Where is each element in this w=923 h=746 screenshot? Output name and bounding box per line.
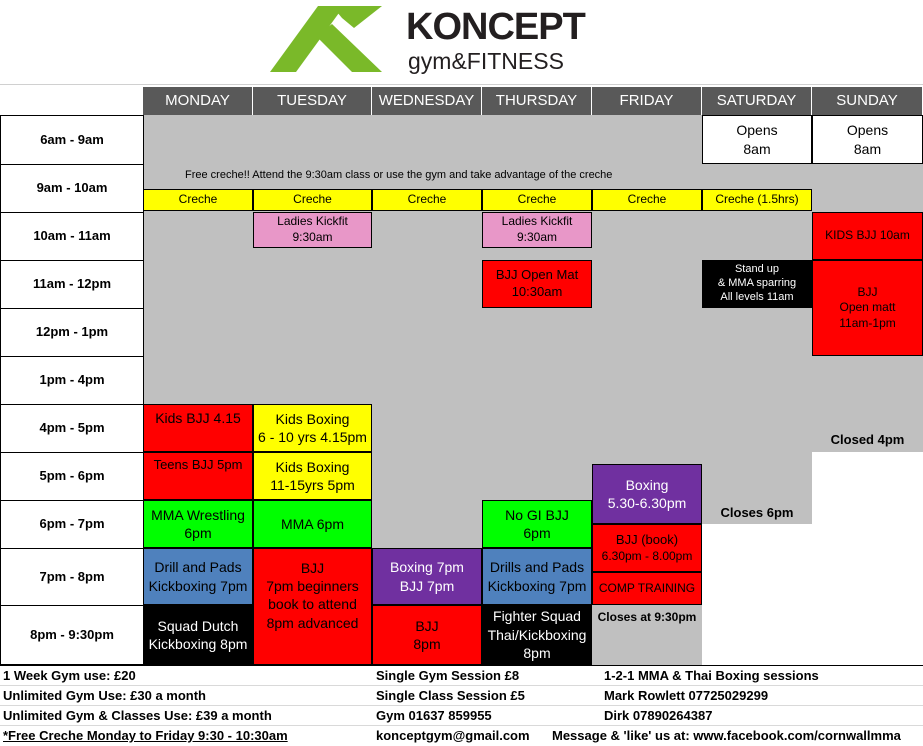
brand-tagline: gym&FITNESS xyxy=(408,48,564,74)
creche-notice: Free creche!! Attend the 9:30am class or use the gym and take advantage of the creche xyxy=(185,169,613,181)
teens-bjj-monday: Teens BJJ 5pm xyxy=(143,452,253,500)
session-line: Thai/Kickboxing xyxy=(487,626,587,643)
session-line f12: 6.30pm - 8.00pm xyxy=(601,548,693,563)
kids-boxing-tuesday-1 xyxy=(253,404,372,452)
session-line: Stand up xyxy=(734,263,780,276)
session-line: Ladies Kickfit xyxy=(501,214,573,229)
mma-tuesday: MMA 6pm xyxy=(253,500,372,548)
session-line: 11am-1pm xyxy=(839,315,896,330)
session-line: 8pm advanced xyxy=(266,614,359,631)
creche-thursday: Creche xyxy=(482,189,592,211)
session-line: 9:30am xyxy=(516,230,558,244)
drill-pads-monday xyxy=(143,548,253,605)
footer-facebook-link[interactable]: Message & 'like' us at: www.facebook.com/cornwallmma xyxy=(552,728,901,743)
footer-divider xyxy=(0,685,923,686)
kids-bjj-monday: Kids BJJ 4.15 xyxy=(143,404,253,452)
creche-monday: Creche xyxy=(143,189,253,211)
session-line: BJJ Open Mat xyxy=(495,267,579,283)
time-slot: 4pm - 5pm xyxy=(0,404,144,452)
session-line: 11-15yrs 5pm xyxy=(270,477,355,493)
session-line: BJJ (book) xyxy=(615,531,679,547)
session-line: BJJ xyxy=(415,617,439,634)
kids-boxing-tuesday-2 xyxy=(253,452,372,500)
session-line: Kickboxing 7pm xyxy=(148,577,248,594)
time-slot: 10am - 11am xyxy=(0,212,144,260)
bjj-open-mat-thursday xyxy=(482,260,592,308)
session-line: 7pm beginners xyxy=(266,578,359,595)
session-line: 9:30am xyxy=(292,230,333,244)
session-line: Open matt xyxy=(839,300,896,315)
ladies-kickfit-thursday xyxy=(482,212,592,248)
session-line: Squad Dutch xyxy=(157,617,239,634)
footer-left-4: *Free Creche Monday to Friday 9:30 - 10:30am xyxy=(3,728,288,743)
day-header-sunday: SUNDAY xyxy=(812,87,923,115)
koncept-logo-icon xyxy=(270,4,385,76)
session-line: No GI BJJ xyxy=(505,506,569,523)
saturday-opens xyxy=(702,115,812,164)
session-line: BJJ xyxy=(300,560,325,576)
session-line: All levels 11am xyxy=(720,290,794,303)
bjj-open-matt-sunday xyxy=(812,260,923,356)
mma-wrestling-monday xyxy=(143,500,253,548)
day-header-row xyxy=(143,87,923,115)
time-slot: 1pm - 4pm xyxy=(0,356,144,404)
ladies-kickfit-tuesday xyxy=(253,212,372,248)
boxing-friday xyxy=(592,464,702,524)
day-header-monday: MONDAY xyxy=(143,87,253,115)
fighter-squad-thursday xyxy=(482,605,592,665)
sunday-opens xyxy=(812,115,923,164)
kids-bjj-sunday: KIDS BJJ 10am xyxy=(812,212,923,260)
creche-wednesday: Creche xyxy=(372,189,482,211)
sunday-opens-line1: Opens xyxy=(846,122,889,139)
footer-middle-1: Single Gym Session £8 xyxy=(376,668,520,683)
session-line: 10:30am xyxy=(511,284,563,299)
session-line: Kids Boxing xyxy=(275,458,350,475)
footer-left-3: Unlimited Gym & Classes Use: £39 a month xyxy=(3,708,272,723)
day-header-tuesday: TUESDAY xyxy=(253,87,372,115)
creche-friday: Creche xyxy=(592,189,702,211)
bjj-wednesday xyxy=(372,605,482,665)
footer-middle-2: Single Class Session £5 xyxy=(376,688,525,703)
time-slot: 8pm - 9:30pm xyxy=(0,605,144,665)
time-column xyxy=(0,115,144,665)
session-line: Boxing 7pm xyxy=(390,559,464,576)
drills-pads-thursday xyxy=(482,548,592,605)
session-line: Kids Boxing xyxy=(275,410,350,427)
bjj-tuesday xyxy=(253,548,372,665)
time-slot: 9am - 10am xyxy=(0,164,144,212)
time-slot: 6pm - 7pm xyxy=(0,500,144,548)
day-header-thursday: THURSDAY xyxy=(482,87,592,115)
session-line: 8pm xyxy=(413,636,441,652)
boxing-bjj-wednesday xyxy=(372,548,482,605)
day-header-saturday: SATURDAY xyxy=(702,87,812,115)
time-slot: 5pm - 6pm xyxy=(0,452,144,500)
saturday-closes-label: Closes 6pm xyxy=(720,505,794,520)
footer-email[interactable]: konceptgym@gmail.com xyxy=(376,728,530,743)
logo xyxy=(270,2,615,78)
time-slot: 6am - 9am xyxy=(0,115,144,164)
session-line: Fighter Squad xyxy=(493,607,581,624)
bjj-book-friday xyxy=(592,524,702,572)
sunday-closed-area xyxy=(812,452,923,665)
session-line: Drill and Pads xyxy=(154,559,242,576)
session-line: 6 - 10 yrs 4.15pm xyxy=(258,429,367,445)
session-line: Drills and Pads xyxy=(489,559,585,576)
session-line: 6pm xyxy=(523,525,551,541)
brand-name: KONCEPT xyxy=(406,6,585,48)
sunday-closed-label: Closed 4pm xyxy=(830,432,905,447)
squad-dutch-monday xyxy=(143,605,253,665)
session-line: Ladies Kickfit xyxy=(277,214,348,229)
session-line: MMA Wrestling xyxy=(151,506,245,523)
footer-left-1: 1 Week Gym use: £20 xyxy=(3,668,136,683)
session-line: BJJ 7pm xyxy=(399,577,455,594)
creche-tuesday: Creche xyxy=(253,189,372,211)
header-divider xyxy=(0,84,923,85)
footer-divider xyxy=(0,705,923,706)
footer-divider xyxy=(0,725,923,726)
session-line: 8pm xyxy=(523,645,551,662)
footer xyxy=(0,665,923,746)
sunday-opens-line2: 8am xyxy=(853,140,882,157)
day-header-wednesday: WEDNESDAY xyxy=(372,87,482,115)
footer-middle-3: Gym 01637 859955 xyxy=(376,708,492,723)
standup-sparring-saturday xyxy=(702,260,812,308)
time-slot: 12pm - 1pm xyxy=(0,308,144,356)
session-line: Boxing xyxy=(625,476,669,493)
friday-closes-label: Closes at 9:30pm xyxy=(597,610,697,624)
creche-saturday: Creche (1.5hrs) xyxy=(702,189,812,211)
footer-right-3: Dirk 07890264387 xyxy=(604,708,713,723)
session-line: 6pm xyxy=(184,525,212,541)
time-slot: 7pm - 8pm xyxy=(0,548,144,605)
session-line: 5.30-6.30pm xyxy=(607,495,687,511)
saturday-closed-area xyxy=(702,524,812,665)
day-header-friday: FRIDAY xyxy=(592,87,702,115)
saturday-opens-line1: Opens xyxy=(736,122,778,139)
session-line: Kickboxing 8pm xyxy=(148,636,248,652)
session-line: book to attend xyxy=(268,596,357,613)
footer-left-2: Unlimited Gym Use: £30 a month xyxy=(3,688,206,703)
session-line: Kickboxing 7pm xyxy=(487,577,587,594)
footer-right-1: 1-2-1 MMA & Thai Boxing sessions xyxy=(604,668,819,683)
session-line: BJJ xyxy=(857,284,878,299)
time-slot: 11am - 12pm xyxy=(0,260,144,308)
footer-right-2: Mark Rowlett 07725029299 xyxy=(604,688,769,703)
saturday-opens-line2: 8am xyxy=(743,140,771,157)
nogi-bjj-thursday xyxy=(482,500,592,548)
session-line: & MMA sparring xyxy=(717,277,797,290)
comp-training-friday: COMP TRAINING xyxy=(592,572,702,605)
